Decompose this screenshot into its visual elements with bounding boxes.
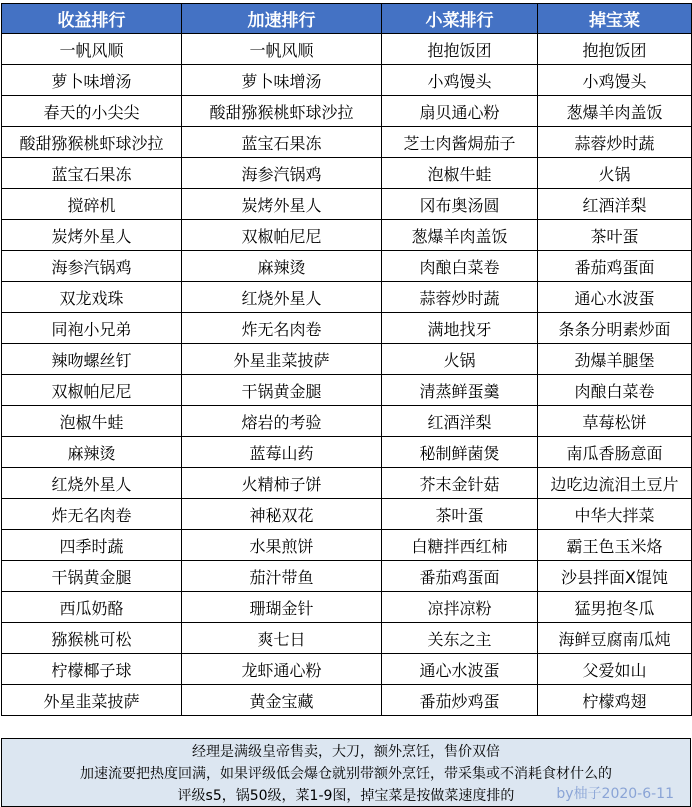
table-row: [2, 437, 692, 468]
speed-cell: 酸甜猕猴桃虾球沙拉: [182, 96, 382, 127]
table-row: [2, 685, 692, 716]
drop-dish-cell: 中华大拌菜: [538, 499, 692, 530]
side-dish-cell: 茶叶蛋: [382, 499, 538, 530]
side-dish-cell: 火锅: [382, 344, 538, 375]
drop-dish-cell: 海鲜豆腐南瓜炖: [538, 623, 692, 654]
revenue-cell: 春天的小尖尖: [2, 96, 182, 127]
side-dish-cell: 蒜蓉炒时蔬: [382, 282, 538, 313]
header-row: [2, 4, 692, 34]
drop-dish-cell: 霸王色玉米烙: [538, 530, 692, 561]
revenue-cell: 猕猴桃可松: [2, 623, 182, 654]
speed-cell: 干锅黄金腿: [182, 375, 382, 406]
side-dish-cell: 肉酿白菜卷: [382, 251, 538, 282]
drop-dish-cell: 番茄鸡蛋面: [538, 251, 692, 282]
ranking-table: [1, 3, 692, 716]
revenue-cell: 柠檬椰子球: [2, 654, 182, 685]
speed-cell: 蓝莓山药: [182, 437, 382, 468]
revenue-cell: 四季时蔬: [2, 530, 182, 561]
revenue-cell: 西瓜奶酪: [2, 592, 182, 623]
table-row: [2, 654, 692, 685]
speed-cell: 龙虾通心粉: [182, 654, 382, 685]
drop-dish-cell: 小鸡馒头: [538, 65, 692, 96]
side-dish-cell: 通心水波蛋: [382, 654, 538, 685]
speed-cell: 茄汁带鱼: [182, 561, 382, 592]
side-dish-cell: 冈布奥汤圆: [382, 189, 538, 220]
author-watermark: by柚子2020-6-11: [556, 786, 674, 802]
side-dish-cell: 番茄鸡蛋面: [382, 561, 538, 592]
revenue-cell: 泡椒牛蛙: [2, 406, 182, 437]
drop-dish-cell: 通心水波蛋: [538, 282, 692, 313]
drop-dish-cell: 红酒洋梨: [538, 189, 692, 220]
revenue-cell: 一帆风顺: [2, 34, 182, 65]
side-dish-cell: 泡椒牛蛙: [382, 158, 538, 189]
header-revenue-ranking: 收益排行: [2, 4, 182, 34]
note-line: 评级s5，锅50级，菜1-9图，掉宝菜是按做菜速度排的: [177, 788, 515, 804]
revenue-cell: 搅碎机: [2, 189, 182, 220]
side-dish-cell: 葱爆羊肉盖饭: [382, 220, 538, 251]
revenue-cell: 红烧外星人: [2, 468, 182, 499]
revenue-cell: 萝卜味增汤: [2, 65, 182, 96]
ranking-table-body: [2, 34, 692, 716]
table-row: [2, 34, 692, 65]
revenue-cell: 酸甜猕猴桃虾球沙拉: [2, 127, 182, 158]
revenue-cell: 海参汽锅鸡: [2, 251, 182, 282]
table-row: [2, 189, 692, 220]
header-side-dish-ranking: 小菜排行: [382, 4, 538, 34]
drop-dish-cell: 猛男抱冬瓜: [538, 592, 692, 623]
revenue-cell: 炭烤外星人: [2, 220, 182, 251]
speed-cell: 火精柿子饼: [182, 468, 382, 499]
drop-dish-cell: 柠檬鸡翅: [538, 685, 692, 716]
table-row: [2, 313, 692, 344]
note-line: 加速流要把热度回满，如果评级低会爆仓就别带额外烹饪，带采集或不消耗食材什么的: [80, 766, 612, 782]
speed-cell: 一帆风顺: [182, 34, 382, 65]
side-dish-cell: 秘制鲜菌煲: [382, 437, 538, 468]
table-row: [2, 251, 692, 282]
revenue-cell: 蓝宝石果冻: [2, 158, 182, 189]
speed-cell: 黄金宝藏: [182, 685, 382, 716]
speed-cell: 萝卜味增汤: [182, 65, 382, 96]
drop-dish-cell: 茶叶蛋: [538, 220, 692, 251]
speed-cell: 麻辣烫: [182, 251, 382, 282]
revenue-cell: 外星韭菜披萨: [2, 685, 182, 716]
side-dish-cell: 白糖拌西红柿: [382, 530, 538, 561]
speed-cell: 红烧外星人: [182, 282, 382, 313]
drop-dish-cell: 边吃边流泪土豆片: [538, 468, 692, 499]
revenue-cell: 麻辣烫: [2, 437, 182, 468]
table-row: [2, 158, 692, 189]
table-row: [2, 127, 692, 158]
drop-dish-cell: 火锅: [538, 158, 692, 189]
drop-dish-cell: 蒜蓉炒时蔬: [538, 127, 692, 158]
table-row: [2, 282, 692, 313]
drop-dish-cell: 南瓜香肠意面: [538, 437, 692, 468]
drop-dish-cell: 抱抱饭团: [538, 34, 692, 65]
drop-dish-cell: 沙县拌面X馄饨: [538, 561, 692, 592]
speed-cell: 双椒帕尼尼: [182, 220, 382, 251]
drop-dish-cell: 父爱如山: [538, 654, 692, 685]
header-speed-ranking: 加速排行: [182, 4, 382, 34]
speed-cell: 熔岩的考验: [182, 406, 382, 437]
side-dish-cell: 凉拌凉粉: [382, 592, 538, 623]
table-row: [2, 344, 692, 375]
table-row: [2, 65, 692, 96]
table-row: [2, 561, 692, 592]
table-row: [2, 623, 692, 654]
revenue-cell: 炸无名肉卷: [2, 499, 182, 530]
speed-cell: 珊瑚金针: [182, 592, 382, 623]
revenue-cell: 辣吻螺丝钉: [2, 344, 182, 375]
speed-cell: 炸无名肉卷: [182, 313, 382, 344]
side-dish-cell: 芝士肉酱焗茄子: [382, 127, 538, 158]
side-dish-cell: 扇贝通心粉: [382, 96, 538, 127]
drop-dish-cell: 肉酿白菜卷: [538, 375, 692, 406]
speed-cell: 蓝宝石果冻: [182, 127, 382, 158]
revenue-cell: 同袍小兄弟: [2, 313, 182, 344]
side-dish-cell: 番茄炒鸡蛋: [382, 685, 538, 716]
note-line: 经理是满级皇帝售卖，大刀，额外烹饪，售价双倍: [192, 744, 500, 760]
speed-cell: 海参汽锅鸡: [182, 158, 382, 189]
side-dish-cell: 抱抱饭团: [382, 34, 538, 65]
revenue-cell: 双椒帕尼尼: [2, 375, 182, 406]
drop-dish-cell: 草莓松饼: [538, 406, 692, 437]
side-dish-cell: 关东之主: [382, 623, 538, 654]
side-dish-cell: 芥末金针菇: [382, 468, 538, 499]
side-dish-cell: 红酒洋梨: [382, 406, 538, 437]
table-row: [2, 96, 692, 127]
speed-cell: 爽七日: [182, 623, 382, 654]
table-row: [2, 468, 692, 499]
header-drop-dish: 掉宝菜: [538, 4, 692, 34]
table-row: [2, 530, 692, 561]
table-row: [2, 406, 692, 437]
speed-cell: 炭烤外星人: [182, 189, 382, 220]
drop-dish-cell: 条条分明素炒面: [538, 313, 692, 344]
table-row: [2, 499, 692, 530]
revenue-cell: 双龙戏珠: [2, 282, 182, 313]
speed-cell: 神秘双花: [182, 499, 382, 530]
drop-dish-cell: 葱爆羊肉盖饭: [538, 96, 692, 127]
table-row: [2, 375, 692, 406]
table-row: [2, 220, 692, 251]
side-dish-cell: 满地找牙: [382, 313, 538, 344]
drop-dish-cell: 劲爆羊腿堡: [538, 344, 692, 375]
speed-cell: 外星韭菜披萨: [182, 344, 382, 375]
side-dish-cell: 清蒸鲜蛋羹: [382, 375, 538, 406]
table-row: [2, 592, 692, 623]
speed-cell: 水果煎饼: [182, 530, 382, 561]
revenue-cell: 干锅黄金腿: [2, 561, 182, 592]
side-dish-cell: 小鸡馒头: [382, 65, 538, 96]
